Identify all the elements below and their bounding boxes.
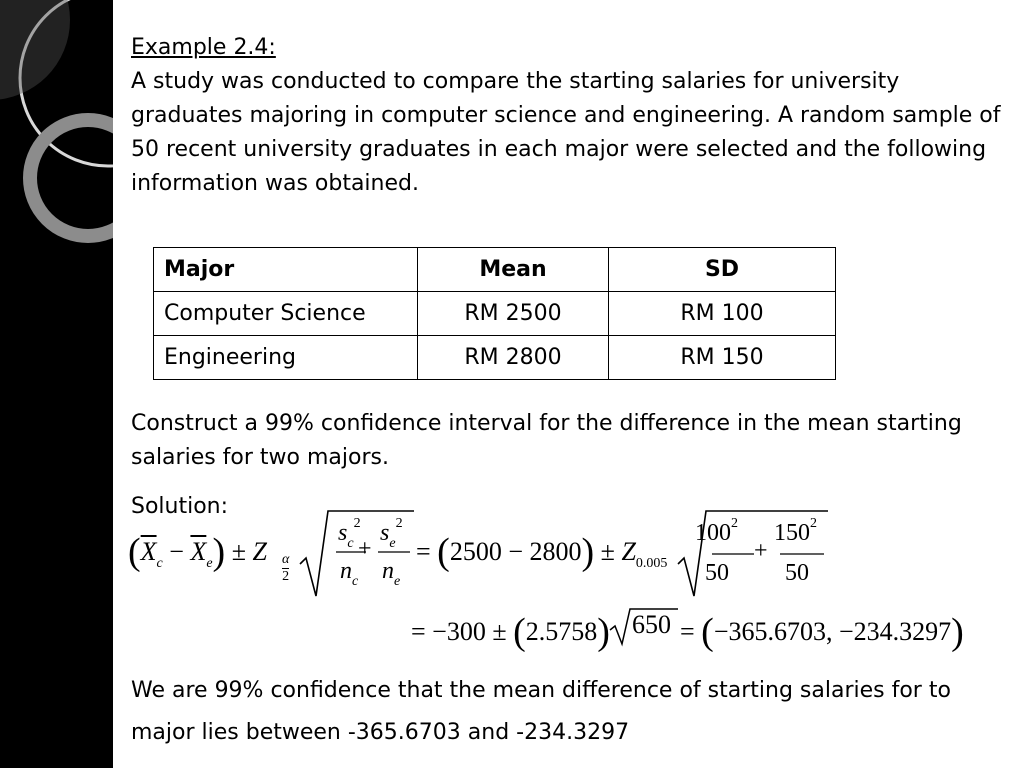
cell-major: Engineering xyxy=(154,336,418,380)
cell-major: Computer Science xyxy=(154,292,418,336)
cell-sd: RM 100 xyxy=(609,292,836,336)
plus-sign-2: + xyxy=(754,538,768,564)
plus-sign: + xyxy=(358,536,372,562)
hundred-squared: $100^2$ xyxy=(695,516,738,546)
intro-line: A study was conducted to compare the starting salaries for university xyxy=(131,69,900,94)
table-row xyxy=(154,292,836,336)
conclusion-line: major lies between -365.6703 and -234.3297 xyxy=(131,720,630,745)
formula-line-2: = −300 ± (2.5758) xyxy=(411,611,610,653)
decorative-rings xyxy=(0,0,113,768)
conclusion-line: We are 99% confidence that the mean difference of starting salaries for to xyxy=(131,678,951,703)
fifty-a: 50 xyxy=(705,560,729,586)
question-line: Construct a 99% confidence interval for the difference in the mean starting xyxy=(131,411,962,436)
header-major: Major xyxy=(154,248,418,292)
salary-table xyxy=(153,247,836,380)
alpha-over-two: α 2 xyxy=(282,552,290,584)
header-mean: Mean xyxy=(418,248,609,292)
ne: $n_e$ xyxy=(382,558,401,589)
root-650: 650 xyxy=(632,610,671,639)
header-sd: SD xyxy=(609,248,836,292)
intro-line: information was obtained. xyxy=(131,171,419,196)
cell-mean: RM 2800 xyxy=(418,336,609,380)
solution-label: Solution: xyxy=(131,494,229,519)
onefifty-squared: $150^2$ xyxy=(774,516,817,546)
intro-paragraph xyxy=(131,65,1024,201)
question-paragraph xyxy=(131,407,962,475)
table-header-row xyxy=(154,248,836,292)
cell-mean: RM 2500 xyxy=(418,292,609,336)
se-squared: $s_e^2$ xyxy=(380,516,403,551)
sc-squared: $s_c^2$ xyxy=(338,516,361,551)
cell-sd: RM 150 xyxy=(609,336,836,380)
nc: $n_c$ xyxy=(340,558,359,589)
fifty-b: 50 xyxy=(785,560,809,586)
formula-line-1: $(\overline{X}_c - \overline{X}_e) \pm Z$ xyxy=(128,531,267,573)
table-row xyxy=(154,336,836,380)
question-line: salaries for two majors. xyxy=(131,445,389,470)
intro-line: graduates majoring in computer science and engineering. A random sample of xyxy=(131,103,1001,128)
intro-line: 50 recent university graduates in each major were selected and the following xyxy=(131,137,987,162)
slide-title: Example 2.4: xyxy=(131,35,276,60)
conclusion-paragraph xyxy=(131,670,951,754)
interval-result: = (−365.6703, −234.3297) xyxy=(680,611,964,653)
formula-part-2: = $(2500 - 2800) \pm Z_{0.005}$ xyxy=(416,531,668,573)
decorative-sidebar xyxy=(0,0,113,768)
